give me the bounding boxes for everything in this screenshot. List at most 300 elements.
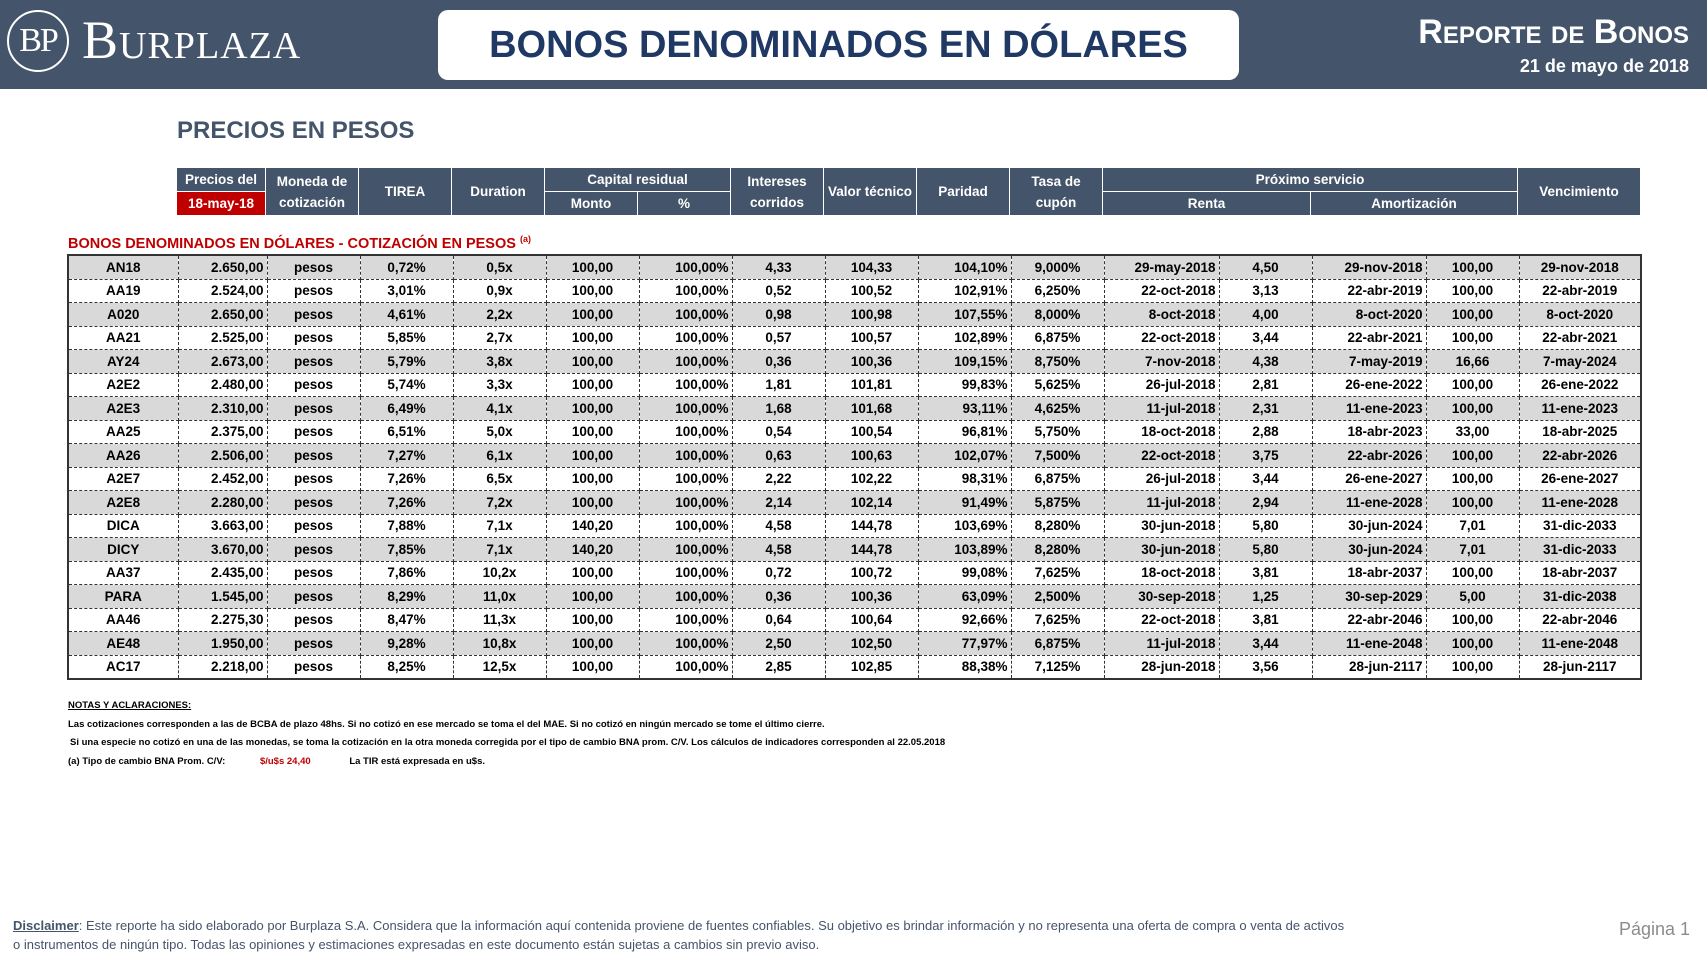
cell-amort-monto: 100,00 [1426,444,1519,468]
cell-tasa: 6,875% [1011,467,1104,491]
header-vencimiento: Vencimiento [1518,168,1640,216]
cell-renta-monto: 5,80 [1219,514,1312,538]
cell-vencimiento: 11-ene-2028 [1519,491,1641,515]
cell-renta-monto: 4,00 [1219,303,1312,327]
cell-renta-monto: 1,25 [1219,585,1312,609]
cell-intereses: 4,33 [732,255,825,279]
cell-precio: 2.525,00 [178,326,267,350]
cell-amort-monto: 100,00 [1426,326,1519,350]
cell-tasa: 8,000% [1011,303,1104,327]
tir-note: La TIR está expresada en u$s. [349,755,486,767]
cell-renta-fecha: 11-jul-2018 [1104,632,1219,656]
table-row [68,467,1641,491]
cell-vencimiento: 22-abr-2046 [1519,608,1641,632]
cell-paridad: 96,81% [918,420,1011,444]
cell-paridad: 63,09% [918,585,1011,609]
notes-line-3 [68,753,945,772]
table-row [68,444,1641,468]
cell-duration: 10,8x [453,632,546,656]
cell-intereses: 0,36 [732,585,825,609]
table-row [68,514,1641,538]
cell-especie: AA25 [68,420,178,444]
cell-amort-monto: 100,00 [1426,608,1519,632]
cell-renta-fecha: 26-jul-2018 [1104,467,1219,491]
disclaimer [13,916,1353,954]
bonds-table [67,254,1642,680]
cell-valor-tecnico: 100,36 [825,585,918,609]
cell-valor-tecnico: 144,78 [825,538,918,562]
cell-tirea: 8,25% [360,655,453,679]
cell-pct: 100,00% [639,608,732,632]
cell-precio: 2.310,00 [178,397,267,421]
cell-renta-fecha: 22-oct-2018 [1104,608,1219,632]
cell-precio: 2.452,00 [178,467,267,491]
cell-renta-fecha: 11-jul-2018 [1104,491,1219,515]
cell-vencimiento: 31-dic-2033 [1519,538,1641,562]
cell-renta-fecha: 22-oct-2018 [1104,279,1219,303]
cell-duration: 2,2x [453,303,546,327]
cell-monto: 100,00 [546,655,639,679]
cell-vencimiento: 31-dic-2038 [1519,585,1641,609]
cell-duration: 2,7x [453,326,546,350]
cell-duration: 6,5x [453,467,546,491]
cell-tasa: 8,280% [1011,514,1104,538]
cell-tirea: 6,49% [360,397,453,421]
cell-renta-fecha: 30-jun-2018 [1104,538,1219,562]
cell-tasa: 5,750% [1011,420,1104,444]
cell-amort-monto: 100,00 [1426,255,1519,279]
cell-vencimiento: 7-may-2024 [1519,350,1641,374]
cell-precio: 2.275,30 [178,608,267,632]
cell-renta-monto: 3,44 [1219,467,1312,491]
cell-renta-fecha: 30-jun-2018 [1104,514,1219,538]
cell-intereses: 0,52 [732,279,825,303]
cell-amort-monto: 5,00 [1426,585,1519,609]
cell-pct: 100,00% [639,397,732,421]
cell-amort-monto: 100,00 [1426,632,1519,656]
table-row [68,608,1641,632]
cell-vencimiento: 8-oct-2020 [1519,303,1641,327]
cell-amort-fecha: 22-abr-2021 [1312,326,1426,350]
cell-paridad: 93,11% [918,397,1011,421]
report-date: 21 de mayo de 2018 [1519,56,1689,76]
cell-monto: 140,20 [546,538,639,562]
cell-pct: 100,00% [639,561,732,585]
cell-pct: 100,00% [639,514,732,538]
cell-valor-tecnico: 100,98 [825,303,918,327]
cell-tasa: 6,250% [1011,279,1104,303]
cell-especie: A2E2 [68,373,178,397]
cell-amort-monto: 7,01 [1426,514,1519,538]
cell-vencimiento: 11-ene-2023 [1519,397,1641,421]
section-title: PRECIOS EN PESOS [177,117,415,144]
cell-amort-fecha: 26-ene-2027 [1312,467,1426,491]
cell-precio: 2.218,00 [178,655,267,679]
cell-duration: 6,1x [453,444,546,468]
table-row [68,585,1641,609]
cell-renta-monto: 5,80 [1219,538,1312,562]
cell-renta-fecha: 11-jul-2018 [1104,397,1219,421]
cell-valor-tecnico: 102,14 [825,491,918,515]
cell-renta-fecha: 18-oct-2018 [1104,561,1219,585]
cell-renta-fecha: 28-jun-2018 [1104,655,1219,679]
cell-renta-fecha: 26-jul-2018 [1104,373,1219,397]
cell-tirea: 8,47% [360,608,453,632]
cell-valor-tecnico: 100,72 [825,561,918,585]
cell-tirea: 5,74% [360,373,453,397]
cell-paridad: 98,31% [918,467,1011,491]
cell-monto: 100,00 [546,373,639,397]
cell-moneda: pesos [267,420,360,444]
cell-paridad: 99,08% [918,561,1011,585]
cell-paridad: 103,89% [918,538,1011,562]
cell-tirea: 0,72% [360,255,453,279]
cell-monto: 100,00 [546,326,639,350]
logo-mark: BP [7,10,69,72]
cell-vencimiento: 26-ene-2027 [1519,467,1641,491]
cell-intereses: 0,54 [732,420,825,444]
cell-amort-fecha: 7-may-2019 [1312,350,1426,374]
table-row [68,538,1641,562]
cell-paridad: 102,89% [918,326,1011,350]
cell-renta-fecha: 22-oct-2018 [1104,444,1219,468]
cell-intereses: 2,85 [732,655,825,679]
cell-paridad: 107,55% [918,303,1011,327]
cell-tirea: 7,26% [360,491,453,515]
cell-tirea: 6,51% [360,420,453,444]
cell-intereses: 0,72 [732,561,825,585]
cell-vencimiento: 31-dic-2033 [1519,514,1641,538]
cell-duration: 11,3x [453,608,546,632]
table-row [68,397,1641,421]
cell-amort-fecha: 29-nov-2018 [1312,255,1426,279]
cell-tasa: 6,875% [1011,632,1104,656]
header-renta: Renta [1103,192,1311,216]
cell-amort-fecha: 22-abr-2046 [1312,608,1426,632]
cell-especie: A020 [68,303,178,327]
cell-vencimiento: 22-abr-2021 [1519,326,1641,350]
cell-tasa: 8,750% [1011,350,1104,374]
cell-pct: 100,00% [639,585,732,609]
cell-precio: 2.506,00 [178,444,267,468]
table-row [68,373,1641,397]
header-tasa: Tasa de cupón [1010,168,1103,216]
cell-vencimiento: 18-abr-2037 [1519,561,1641,585]
cell-precio: 2.280,00 [178,491,267,515]
cell-vencimiento: 28-jun-2117 [1519,655,1641,679]
header-valor-tecnico: Valor técnico [824,168,917,216]
cell-tirea: 9,28% [360,632,453,656]
cell-valor-tecnico: 100,52 [825,279,918,303]
cell-renta-fecha: 8-oct-2018 [1104,303,1219,327]
cell-moneda: pesos [267,397,360,421]
cell-precio: 2.673,00 [178,350,267,374]
table-row [68,561,1641,585]
cell-vencimiento: 22-abr-2026 [1519,444,1641,468]
report-header [0,0,1707,89]
report-title: Reporte de Bonos [1418,13,1689,51]
cell-tirea: 7,86% [360,561,453,585]
cell-vencimiento: 29-nov-2018 [1519,255,1641,279]
cell-amort-fecha: 26-ene-2022 [1312,373,1426,397]
cell-monto: 100,00 [546,303,639,327]
cell-paridad: 88,38% [918,655,1011,679]
cell-monto: 100,00 [546,585,639,609]
cell-valor-tecnico: 102,85 [825,655,918,679]
cell-intereses: 2,50 [732,632,825,656]
cell-moneda: pesos [267,608,360,632]
cell-especie: DICA [68,514,178,538]
cell-tirea: 4,61% [360,303,453,327]
cell-amort-monto: 16,66 [1426,350,1519,374]
page-number: Página 1 [1618,919,1690,939]
cell-monto: 140,20 [546,514,639,538]
cell-paridad: 104,10% [918,255,1011,279]
disclaimer-text: : Este reporte ha sido elaborado por Burplaza S.A. Considera que la información aquí contenida proviene de fuentes confiables. Su objetivo es brindar información y no representa una oferta de compra o venta de activos o instrumentos de ningún tipo. Todas las opiniones y estimaciones expresadas en este documento están sujetas a cambios sin previo aviso. [13,918,1345,952]
cell-tasa: 8,280% [1011,538,1104,562]
cell-especie: A2E7 [68,467,178,491]
cell-especie: AA19 [68,279,178,303]
cell-moneda: pesos [267,514,360,538]
cell-moneda: pesos [267,255,360,279]
cell-tirea: 7,27% [360,444,453,468]
cell-pct: 100,00% [639,326,732,350]
table-row [68,303,1641,327]
cell-especie: AC17 [68,655,178,679]
cell-vencimiento: 26-ene-2022 [1519,373,1641,397]
header-proximo-servicio: Próximo servicio [1103,168,1518,192]
cell-tasa: 7,500% [1011,444,1104,468]
cell-duration: 3,3x [453,373,546,397]
cell-monto: 100,00 [546,255,639,279]
cell-tasa: 4,625% [1011,397,1104,421]
cell-intereses: 4,58 [732,514,825,538]
cell-especie: A2E3 [68,397,178,421]
cell-valor-tecnico: 100,64 [825,608,918,632]
cell-duration: 4,1x [453,397,546,421]
cell-tasa: 7,125% [1011,655,1104,679]
bonds-table-body [68,255,1641,679]
cell-valor-tecnico: 101,68 [825,397,918,421]
cell-amort-fecha: 18-abr-2037 [1312,561,1426,585]
cell-intereses: 2,22 [732,467,825,491]
cell-tirea: 7,88% [360,514,453,538]
bonos-subtitle [68,234,531,252]
header-precios-del: Precios del [177,168,266,192]
cell-monto: 100,00 [546,279,639,303]
cell-renta-monto: 3,75 [1219,444,1312,468]
cell-especie: AA46 [68,608,178,632]
cell-amort-fecha: 30-jun-2024 [1312,514,1426,538]
cell-renta-monto: 2,94 [1219,491,1312,515]
cell-valor-tecnico: 102,22 [825,467,918,491]
cell-moneda: pesos [267,444,360,468]
cell-especie: AA37 [68,561,178,585]
cell-precio: 2.650,00 [178,303,267,327]
cell-precio: 2.435,00 [178,561,267,585]
cell-renta-fecha: 29-may-2018 [1104,255,1219,279]
cell-pct: 100,00% [639,373,732,397]
cell-tirea: 7,26% [360,467,453,491]
cell-renta-monto: 4,38 [1219,350,1312,374]
cell-moneda: pesos [267,538,360,562]
cell-especie: A2E8 [68,491,178,515]
cell-tasa: 9,000% [1011,255,1104,279]
tc-label: (a) Tipo de cambio BNA Prom. C/V: [68,755,226,767]
cell-moneda: pesos [267,373,360,397]
header-moneda: Moneda de cotización [266,168,359,216]
cell-paridad: 102,07% [918,444,1011,468]
cell-duration: 5,0x [453,420,546,444]
cell-amort-fecha: 28-jun-2117 [1312,655,1426,679]
cell-monto: 100,00 [546,632,639,656]
cell-precio: 2.375,00 [178,420,267,444]
cell-tasa: 7,625% [1011,608,1104,632]
header-amortizacion: Amortización [1311,192,1518,216]
notes-line-1: Las cotizaciones corresponden a las de BCBA de plazo 48hs. Si no cotizó en ese mercado se toma el del MAE. Si no cotizó en ningún mercado se tome el último cierre. [68,718,825,730]
cell-vencimiento: 11-ene-2048 [1519,632,1641,656]
cell-valor-tecnico: 100,57 [825,326,918,350]
cell-monto: 100,00 [546,350,639,374]
cell-duration: 7,1x [453,538,546,562]
cell-amort-monto: 100,00 [1426,279,1519,303]
cell-duration: 7,1x [453,514,546,538]
cell-paridad: 102,91% [918,279,1011,303]
cell-renta-fecha: 18-oct-2018 [1104,420,1219,444]
cell-pct: 100,00% [639,538,732,562]
cell-valor-tecnico: 101,81 [825,373,918,397]
cell-duration: 7,2x [453,491,546,515]
header-duration: Duration [452,168,545,216]
cell-renta-fecha: 30-sep-2018 [1104,585,1219,609]
cell-valor-tecnico: 102,50 [825,632,918,656]
cell-duration: 0,5x [453,255,546,279]
cell-renta-monto: 3,81 [1219,561,1312,585]
cell-duration: 11,0x [453,585,546,609]
cell-renta-monto: 3,44 [1219,632,1312,656]
cell-paridad: 77,97% [918,632,1011,656]
cell-paridad: 103,69% [918,514,1011,538]
cell-moneda: pesos [267,467,360,491]
cell-valor-tecnico: 104,33 [825,255,918,279]
notes-line-2: Si una especie no cotizó en una de las monedas, se toma la cotización en la otra moneda corregida por el tipo de cambio BNA prom. C/V. Los cálculos de indicadores corresponden al 22.05.2018 [70,737,946,748]
cell-amort-fecha: 8-oct-2020 [1312,303,1426,327]
cell-renta-monto: 3,44 [1219,326,1312,350]
cell-duration: 0,9x [453,279,546,303]
cell-valor-tecnico: 100,63 [825,444,918,468]
cell-amort-monto: 100,00 [1426,561,1519,585]
cell-renta-monto: 3,81 [1219,608,1312,632]
cell-renta-monto: 3,56 [1219,655,1312,679]
cell-amort-monto: 100,00 [1426,491,1519,515]
cell-pct: 100,00% [639,420,732,444]
cell-monto: 100,00 [546,397,639,421]
cell-monto: 100,00 [546,491,639,515]
header-paridad: Paridad [917,168,1010,216]
cell-monto: 100,00 [546,608,639,632]
cell-especie: DICY [68,538,178,562]
cell-tirea: 5,85% [360,326,453,350]
header-monto: Monto [545,192,638,216]
cell-intereses: 0,57 [732,326,825,350]
banner-title: BONOS DENOMINADOS EN DÓLARES [438,10,1239,80]
cell-amort-fecha: 11-ene-2028 [1312,491,1426,515]
cell-paridad: 92,66% [918,608,1011,632]
cell-amort-monto: 33,00 [1426,420,1519,444]
cell-moneda: pesos [267,655,360,679]
cell-intereses: 0,98 [732,303,825,327]
cell-pct: 100,00% [639,279,732,303]
cell-moneda: pesos [267,279,360,303]
cell-amort-fecha: 11-ene-2048 [1312,632,1426,656]
table-row [68,420,1641,444]
cell-amort-monto: 100,00 [1426,373,1519,397]
cell-intereses: 0,36 [732,350,825,374]
cell-moneda: pesos [267,326,360,350]
header-intereses: Intereses corridos [731,168,824,216]
bonos-subtitle-text: BONOS DENOMINADOS EN DÓLARES - COTIZACIÓN EN PESOS [68,235,516,252]
cell-amort-monto: 100,00 [1426,303,1519,327]
notes-section [68,697,945,771]
cell-tirea: 3,01% [360,279,453,303]
cell-renta-monto: 2,81 [1219,373,1312,397]
table-row [68,350,1641,374]
cell-amort-monto: 100,00 [1426,467,1519,491]
table-row [68,279,1641,303]
logo-text: Burplaza [82,10,302,70]
cell-monto: 100,00 [546,420,639,444]
cell-tasa: 6,875% [1011,326,1104,350]
cell-amort-monto: 7,01 [1426,538,1519,562]
cell-valor-tecnico: 144,78 [825,514,918,538]
cell-intereses: 1,68 [732,397,825,421]
cell-renta-fecha: 22-oct-2018 [1104,326,1219,350]
cell-especie: PARA [68,585,178,609]
cell-amort-fecha: 11-ene-2023 [1312,397,1426,421]
cell-amort-fecha: 18-abr-2023 [1312,420,1426,444]
cell-pct: 100,00% [639,350,732,374]
cell-amort-fecha: 30-jun-2024 [1312,538,1426,562]
cell-precio: 3.663,00 [178,514,267,538]
cell-pct: 100,00% [639,491,732,515]
cell-pct: 100,00% [639,467,732,491]
cell-tasa: 7,625% [1011,561,1104,585]
cell-moneda: pesos [267,585,360,609]
header-capital-residual: Capital residual [545,168,731,192]
cell-amort-monto: 100,00 [1426,397,1519,421]
cell-renta-monto: 2,31 [1219,397,1312,421]
cell-intereses: 4,58 [732,538,825,562]
cell-especie: AA21 [68,326,178,350]
cell-intereses: 0,64 [732,608,825,632]
cell-precio: 3.670,00 [178,538,267,562]
cell-renta-monto: 4,50 [1219,255,1312,279]
cell-monto: 100,00 [546,467,639,491]
cell-pct: 100,00% [639,655,732,679]
cell-tirea: 7,85% [360,538,453,562]
cell-renta-fecha: 7-nov-2018 [1104,350,1219,374]
cell-valor-tecnico: 100,36 [825,350,918,374]
table-row [68,632,1641,656]
cell-especie: AE48 [68,632,178,656]
header-pct: % [638,192,731,216]
cell-pct: 100,00% [639,444,732,468]
disclaimer-label: Disclaimer [13,918,79,933]
bonos-subtitle-note: (a) [519,234,531,244]
cell-tasa: 5,875% [1011,491,1104,515]
cell-valor-tecnico: 100,54 [825,420,918,444]
cell-duration: 10,2x [453,561,546,585]
